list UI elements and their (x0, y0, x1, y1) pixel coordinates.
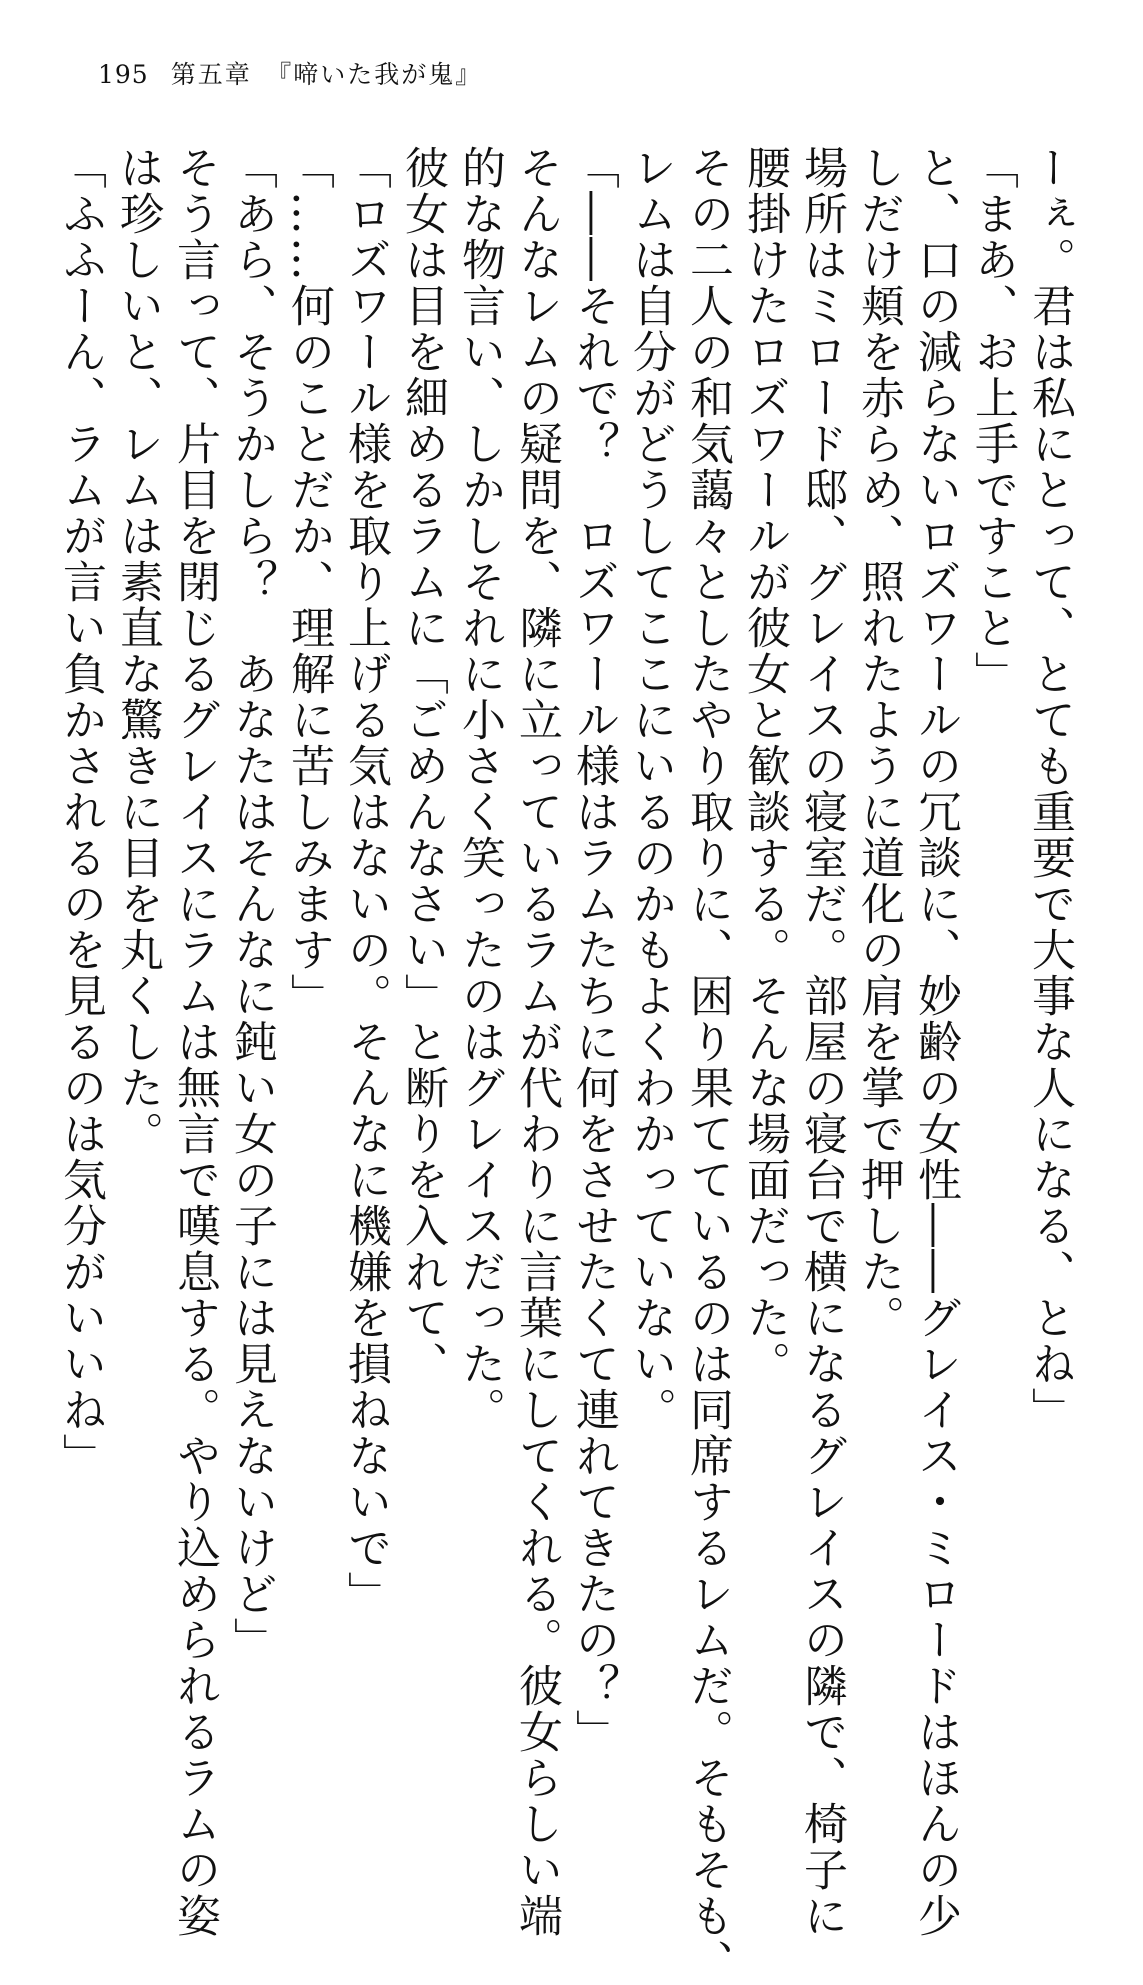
text-line: 「まあ、お上手ですこと」 (967, 145, 1018, 697)
text-line: レムは自分がどうしてここにいるのかもよくわかっていない。 (625, 145, 676, 1433)
text-line: 「――それで？ ロズワール様はラムたちに何をさせたくて連れてきたの？」 (568, 145, 619, 1755)
text-line: 彼女は目を細めるラムに「ごめんなさい」と断りを入れて、 (397, 145, 448, 1387)
text-line: そんなレムの疑問を、隣に立っているラムが代わりに言葉にしてくれる。彼女らしい端 (511, 145, 562, 1939)
text-line: その二人の和気藹々としたやり取りに、困り果てているのは同席するレムだ。そもそも、 (682, 145, 733, 1985)
text-line: そう言って、片目を閉じるグレイスにラムは無言で嘆息する。やり込められるラムの姿 (169, 145, 220, 1939)
text-line: ーぇ。君は私にとって、とても重要で大事な人になる、とね」 (1024, 145, 1075, 1433)
page-number: 195 (98, 60, 149, 89)
text-line: 的な物言い、しかしそれに小さく笑ったのはグレイスだった。 (454, 145, 505, 1433)
text-line: は珍しいと、レムは素直な驚きに目を丸くした。 (112, 145, 163, 1157)
running-header (98, 58, 482, 92)
text-line: 「ふふーん、ラムが言い負かされるのを見るのは気分がいいね」 (55, 145, 106, 1479)
vertical-text-body (54, 145, 1075, 1985)
text-line: しだけ頬を赤らめ、照れたように道化の肩を掌で押した。 (853, 145, 904, 1341)
text-line: と、口の減らないロズワールの冗談に、妙齢の女性――グレイス・ミロードはほんの少 (910, 145, 961, 1939)
text-line: 「ロズワール様を取り上げる気はないの。そんなに機嫌を損ねないで」 (340, 145, 391, 1617)
text-line: 「あら、そうかしら？ あなたはそんなに鈍い女の子には見えないけど」 (226, 145, 277, 1663)
text-line: 場所はミロード邸、グレイスの寝室だ。部屋の寝台で横になるグレイスの隣で、椅子に (796, 145, 847, 1939)
chapter-title: 第五章 『啼いた我が鬼』 (170, 60, 483, 89)
text-line: 腰掛けたロズワールが彼女と歓談する。そんな場面だった。 (739, 145, 790, 1387)
text-line: 「……何のことだか、理解に苦しみます」 (283, 145, 334, 1019)
